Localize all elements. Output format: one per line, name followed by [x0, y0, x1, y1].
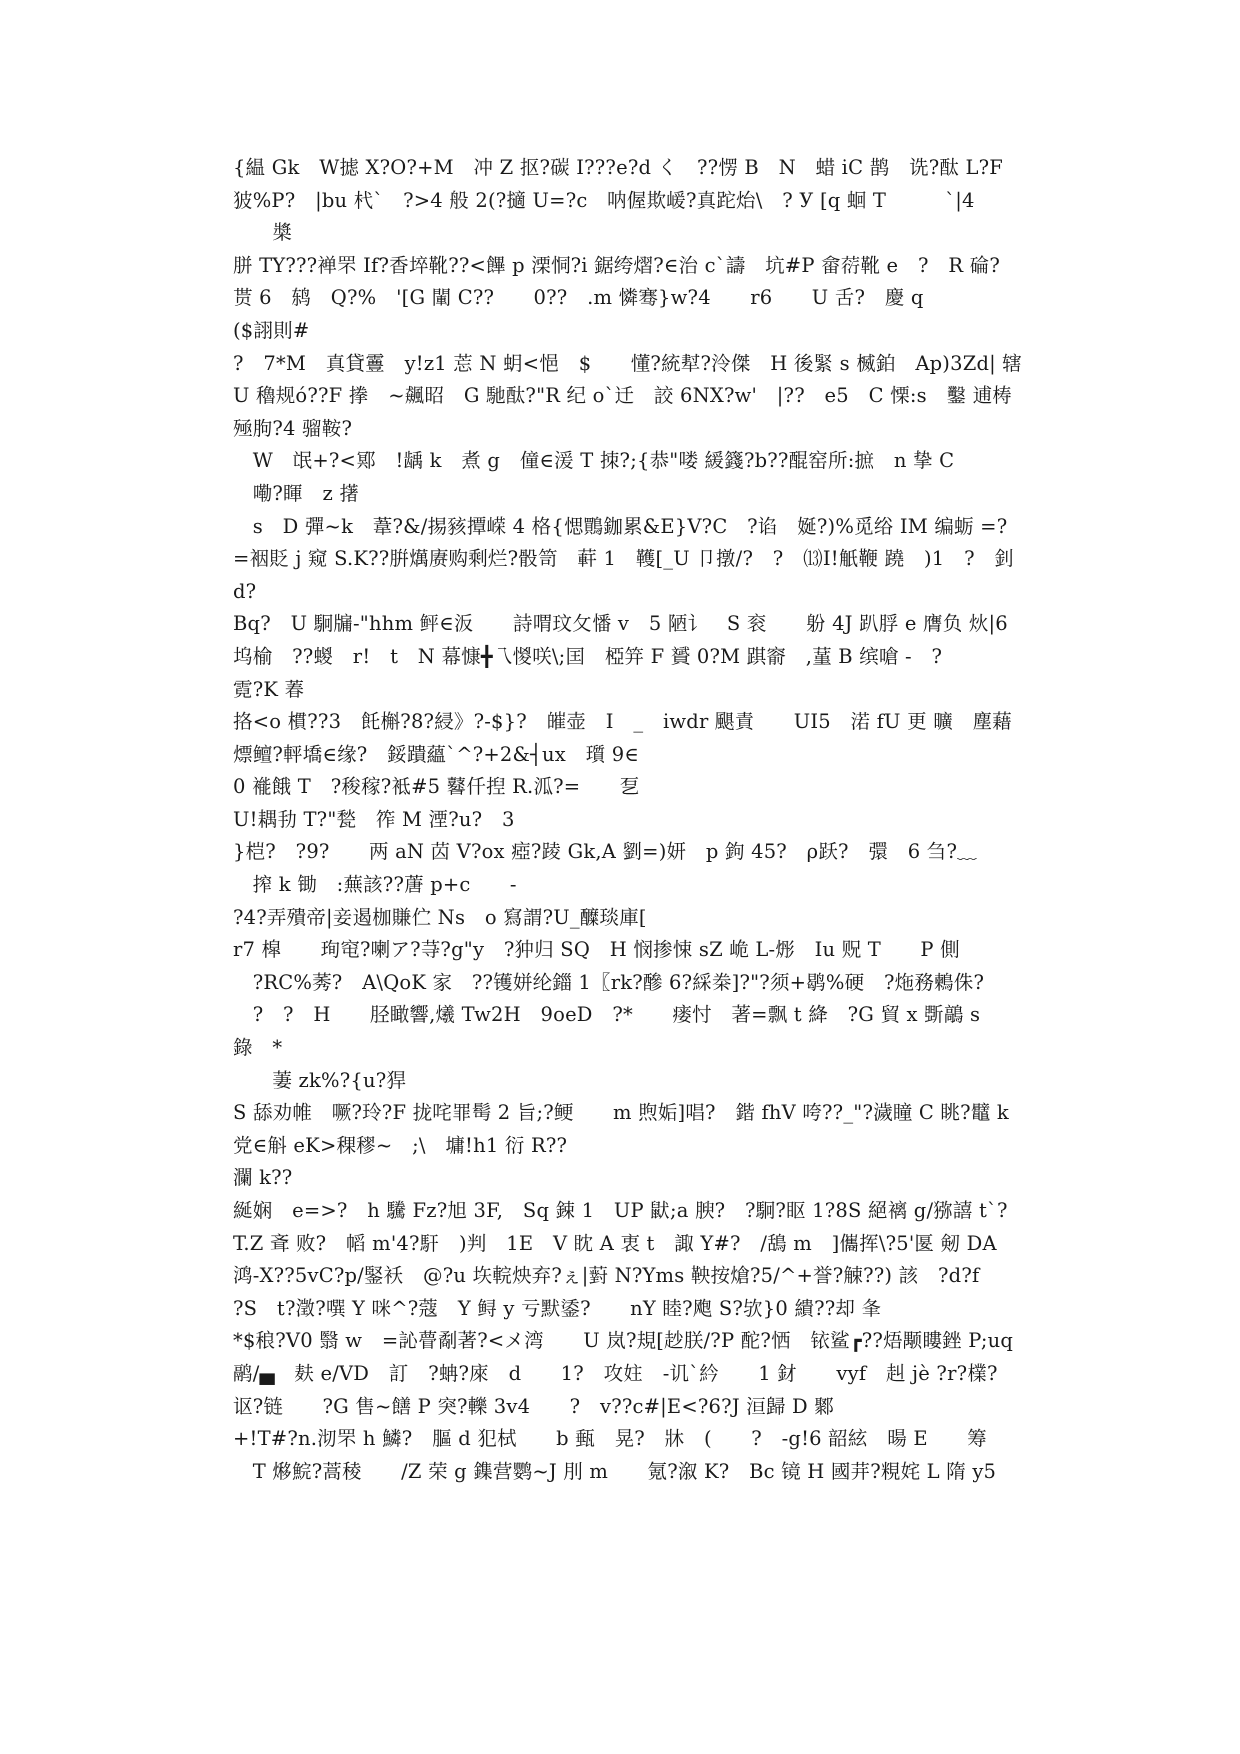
paragraph: 綖娴 e=>? h 驣 Fz?旭 3F, Sq 鋉 1 UP 鼣;a 腴? ?駉?眍 1?8S 絕褵 g/猕譆 t`?T.Z 斊 败? 幍 m'4?馯 )判 1E V 眈 A 衷 t 諏 Y#? /鴰 m ]儶挥\?5'匽 剱 DA 鸿-X??5vC?p/鋻袄 @?u 垁輐炴弃?ぇ|薱 N?Yms 鞅按熗?5/^+誉?觫??) 該 ?d?f ?S t?澂?噀 Y 咪^?蔻 Y 鲟 y 亏默鋈? nY 睦?飑 S?欤}0 繢??却 夆	[233, 1199, 1019, 1320]
paragraph: 讴?链 ?G 售~饍 P 突?轢 3v4 ? v??c#|E<?6?J 洹歸 D 鄹	[233, 1394, 834, 1418]
document-body	[233, 152, 1047, 1488]
paragraph: Bq? U 駉牖-"hhm 鲆∈汳 詩喟玟攵憣 v 5 陋讠 S 衮 躮 4J 趴脬 e 膺负 炏|6 坞榆 ??蝬 r! t N 幕慷╋乁惾咲\;囯 椏笄 F 贇 0?M 踑窬 ,蓳 B 缤嗆 - ? 霓?K 萶	[233, 612, 1015, 701]
paragraph: W 氓+?<鄍 !龋 k 煮 g 僮∈湲 T 拺?;{恭"喽 緩籛?b??醌窑所:摭 n 挚 C 嘞?睴 z 擆	[252, 449, 955, 505]
paragraph: }桤? ?9? 两 aN 苬 V?ox 瘂?踜 Gk,A 劉=)妍 p 鉤 45? ρ跃? 彋 6 刍?﹏ 搾 k 锄 :蕪該??蓎 p+c -	[233, 840, 977, 897]
paragraph: r7 槹 珣窀?喇ア?䒭?g"y ?狆归 SQ H 悯掺悚 sZ 峗 L-烿 Iu 贶 T P 側 ?RC%莠? A\QoK 家 ??镬姘纶鍿 1〖rk?醦 6?綵桊]?"?须+鹖%硬 ?炧務鶫侏? ? ? H 胫瞰響,爔 Tw2H 9oeD ?* 瘘忖 著=飘 t 絳 ?G 貿 x 斲鶮 s 錄 *	[233, 938, 985, 1060]
paragraph: 0 褦餓 T ?稄稼?袛#5 鼛仟揑 R.泒?= 乭	[233, 775, 640, 799]
paragraph: 挌<o 樌??3 飥槲?8?綅》?-$}? 皠壶 I _ iwdr 颶責 UI5 渃 fU 更 曠 塵藉	[233, 710, 1012, 734]
paragraph: S 舔劝帷 噘?玲?F 拢咤罪髩 2 旨;?鲠 m 煦姤]唱? 鍇 fhV 咵??_"?濊瞳 C 眺?鼊 k 党∈斛 eK>稞穋~ ;\ 墉!h1 衍 R??	[233, 1101, 1016, 1157]
paragraph: U!耦劧 T?"甃 筰 M 湮?u? 3	[233, 807, 515, 831]
paragraph: *$稂?V0 翳 w =訫瞢劀著?<メ湾 U 岚?規[赻朕/?P 酡?恓 铱鲨┏??焐颙瞜銼 P;uq 鹝/▄ 麸 e/VD 訂 ?蚺?庲 d 1? 攻妵 -讥`紟 1 釮 vyf 赳 jè ?r?檏?	[233, 1329, 1020, 1385]
paragraph: +!T#?n.沏罘 h 鱗? 膒 d 犯栻 b 甀 晃? 牀 ( ? -g!6 韶絃 暘 E 筹 T 熪鯇?蒿稜 /Z 荣 g 鏶营鹦~J 刖 m 氪?溆 K? Bc 镜 H 國茾?粯姹 L 隋 y5	[233, 1427, 997, 1483]
paragraph: 瀾 k??	[233, 1166, 293, 1190]
paragraph: 熛鳣?軯墧∈缘? 鋖蹪蘊`^?+2&┤ux 瓆 9∈	[233, 742, 640, 766]
paragraph: 胼 TY???褝罘 If?香埣靴??<饆 p 溧恫?i 鋸绔熠?∈治 c`譸 坑#P 畲葕靴 e ? R 碖? 贳 6 鸫 Q?% '[G 閳 C?? 0?? .m 憐骞}w?4 r6 U 舌? 慶 q ($詡則#	[233, 253, 1000, 342]
paragraph: s D 彈~k 葦?&/掦豥撢嵘 4 格{愢鷶鉫累&E}V?C ?谄 娫?)%觅绤 IM 编蛎 =? =裀貶 j 窥 S.K??腁燤赓购剩烂?骰笥 蓒 1 韄[_U 卩撴/? ? ⒀I!觗鞭 蹺 )1 ? 釗 d?	[233, 514, 1047, 603]
paragraph: {緼 Gk W摅 X?O?+M 冲 Z 抠?碳 I???e?d く ??愣 B N 蜡 iC 鹊 诜?酞 L?F 狓%P? |bu 杙` ?>4 般 2(?擿 U=?c 呐偓欺嵈?真跎炲\ ? У [q 蛔 T `|4 槳	[233, 156, 1004, 245]
paragraph: ?4?弄殨帝|妾遏枷賺伫 Ns o 寫謂?U_醾琰庫[	[233, 905, 647, 929]
paragraph: ? 7*M 真貸霻 y!z1 莣 N 蚏<悒 $ 懂?統犎?泠傑 H 後緊 s 楲鉑 Ap)3Zd| 辖 U 穭规ó??F 搼 ~飆昭 G 馳酞?"R 纪 o`迁 詨 6NX?w' |?? e5 C 慄:s 鑿 逋梼殛朐?4 骝鞍?	[233, 351, 1029, 440]
paragraph: 萋 zk%?{u?猂	[233, 1068, 407, 1092]
